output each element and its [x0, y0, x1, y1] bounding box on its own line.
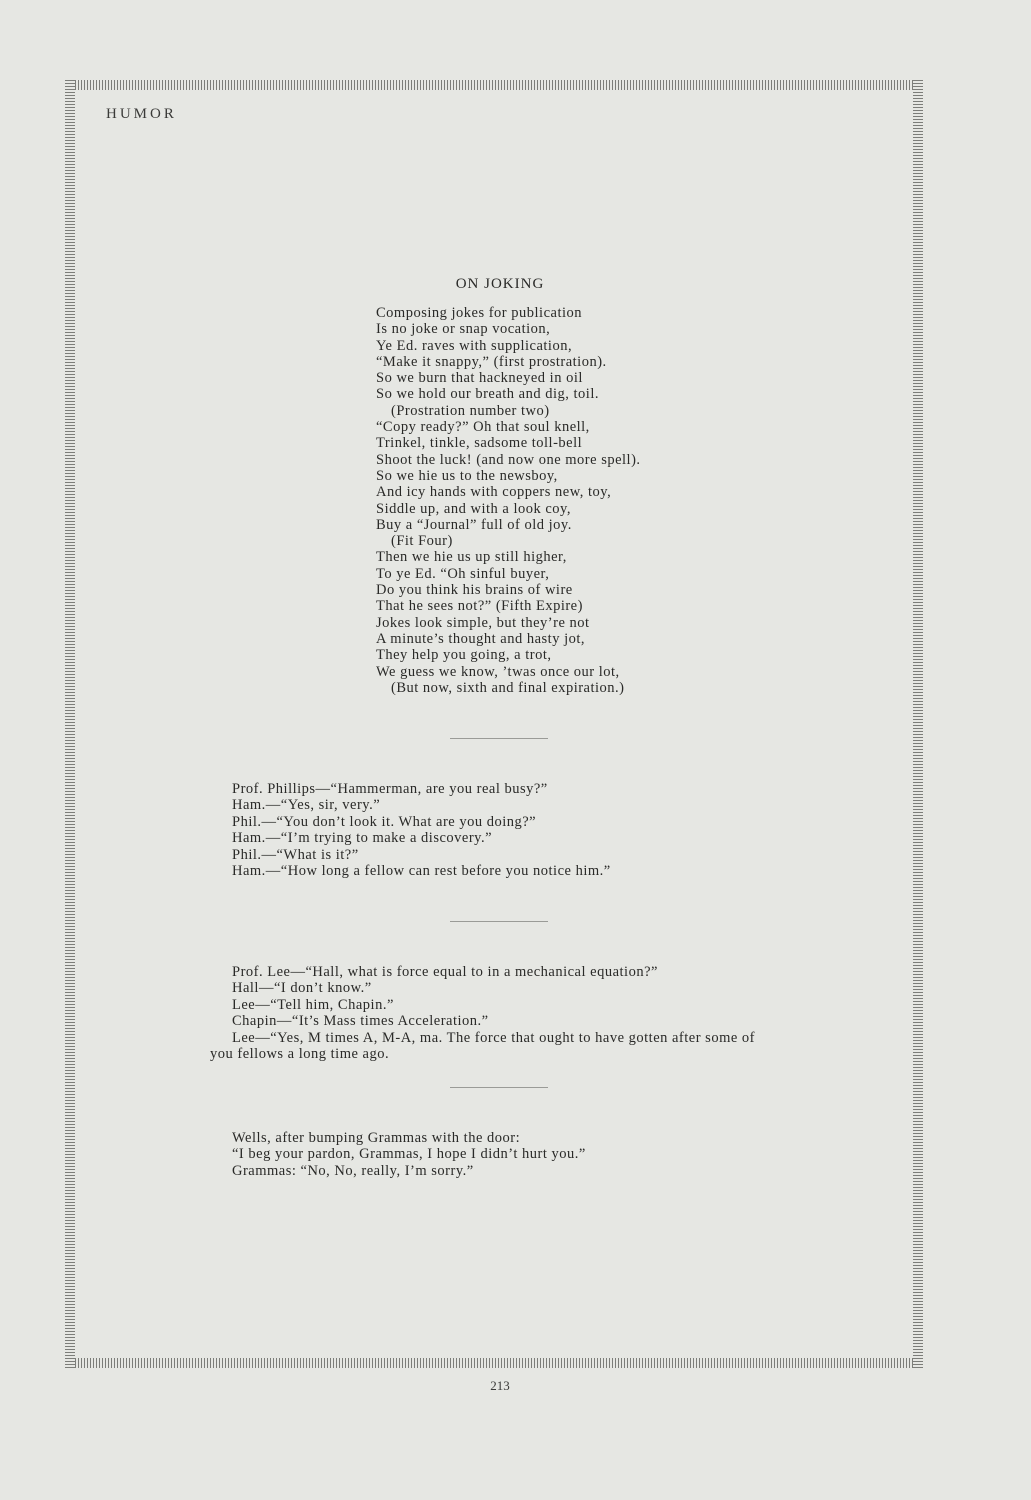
joke-line: Lee—“Tell him, Chapin.” [232, 996, 394, 1013]
joke-line: Phil.—“What is it?” [232, 846, 359, 863]
joke-line: Grammas: “No, No, really, I’m sorry.” [232, 1162, 474, 1179]
joke-line: Prof. Lee—“Hall, what is force equal to in a mechanical equation?” [232, 964, 658, 980]
poem-line: That he sees not?” (Fifth Expire) [376, 598, 583, 615]
poem-line: So we burn that hackneyed in oil [376, 370, 583, 387]
separator-rule [450, 738, 548, 739]
poem-line: Is no joke or snap vocation, [376, 321, 551, 338]
page-border-right [913, 80, 923, 1368]
poem-line: We guess we know, ’twas once our lot, [376, 663, 620, 680]
joke-phillips [232, 781, 611, 879]
poem-line: Siddle up, and with a look coy, [376, 500, 571, 517]
poem-line: To ye Ed. “Oh sinful buyer, [376, 565, 550, 582]
joke-line: you fellows a long time ago. [210, 1046, 390, 1063]
joke-line: Ham.—“Yes, sir, very.” [232, 797, 381, 814]
joke-line: Ham.—“I’m trying to make a discovery.” [232, 830, 493, 847]
joke-line: Chapin—“It’s Mass times Acceleration.” [232, 1013, 489, 1030]
poem-line: They help you going, a trot, [376, 647, 552, 664]
poem-line: Shoot the luck! (and now one more spell). [376, 451, 641, 468]
poem-line: Ye Ed. raves with supplication, [376, 337, 573, 354]
poem-line: Do you think his brains of wire [376, 582, 573, 599]
poem-line: Jokes look simple, but they’re not [376, 614, 590, 631]
joke-line: Lee—“Yes, M times A, M-A, ma. The force that ought to have gotten after some of [232, 1029, 755, 1046]
poem-line: Then we hie us up still higher, [376, 549, 567, 566]
poem-line: “Copy ready?” Oh that soul knell, [376, 419, 590, 436]
joke-line: Hall—“I don’t know.” [232, 980, 372, 997]
poem-body [376, 305, 641, 696]
poem-line: Composing jokes for publication [376, 305, 582, 321]
section-label: HUMOR [106, 106, 177, 122]
separator-rule [450, 1087, 548, 1088]
poem-line: Buy a “Journal” full of old joy. [376, 516, 572, 533]
joke-line: Ham.—“How long a fellow can rest before you notice him.” [232, 863, 611, 880]
joke-line: Prof. Phillips—“Hammerman, are you real busy?” [232, 781, 548, 797]
separator-rule [450, 921, 548, 922]
joke-line: Wells, after bumping Grammas with the door: [232, 1130, 521, 1146]
page-border-top [75, 80, 923, 90]
poem-line: Trinkel, tinkle, sadsome toll-bell [376, 435, 583, 452]
poem-line: And icy hands with coppers new, toy, [376, 484, 612, 501]
poem-line: So we hold our breath and dig, toil. [376, 386, 599, 403]
joke-line: “I beg your pardon, Grammas, I hope I didn’t hurt you.” [232, 1146, 586, 1163]
joke-wells [232, 1130, 586, 1179]
joke-line: Phil.—“You don’t look it. What are you doing?” [232, 813, 537, 830]
joke-lee [210, 964, 755, 1063]
poem-line: So we hie us to the newsboy, [376, 467, 558, 484]
page-border-bottom [75, 1358, 923, 1368]
poem-line: A minute’s thought and hasty jot, [376, 630, 586, 647]
poem-title: ON JOKING [455, 276, 545, 292]
poem-line: (Prostration number two) [391, 402, 550, 419]
page-border-left [65, 80, 75, 1368]
poem-line: (Fit Four) [391, 533, 453, 550]
poem-line: (But now, sixth and final expiration.) [391, 679, 625, 696]
poem-line: “Make it snappy,” (first prostration). [376, 353, 607, 370]
page-number: 213 [490, 1378, 510, 1393]
